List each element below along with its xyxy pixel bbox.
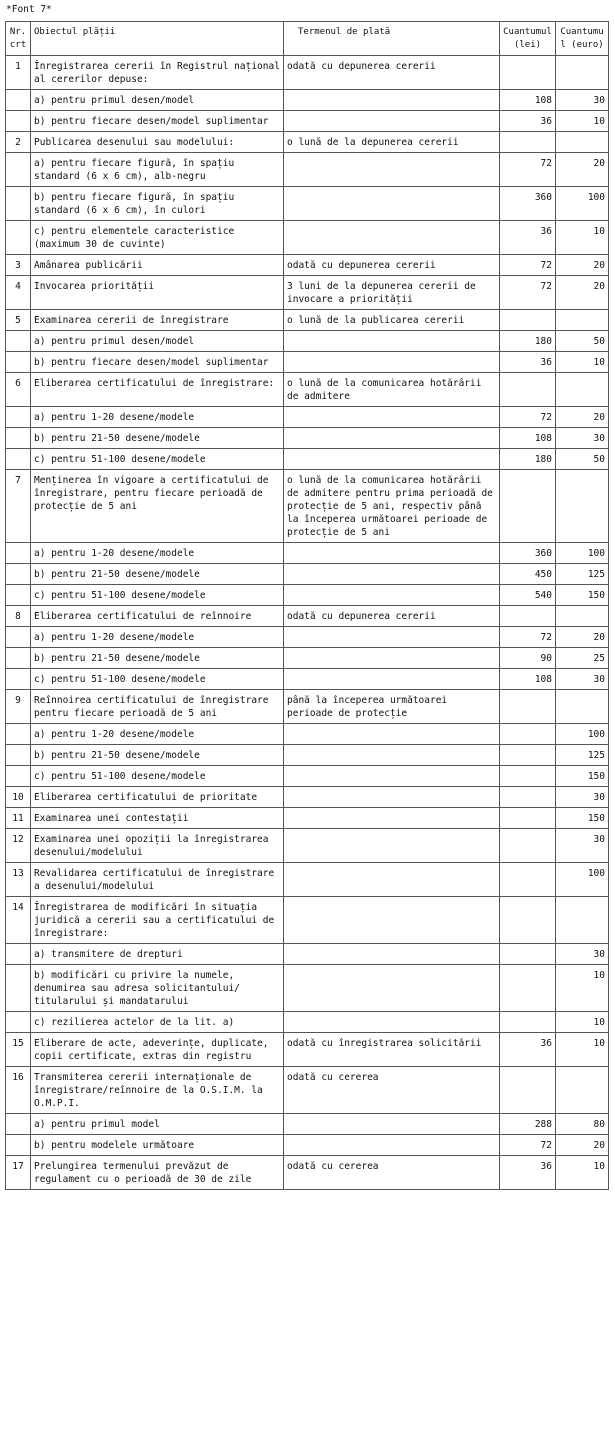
- lei-cell: [500, 56, 556, 90]
- table-row: [6, 132, 609, 153]
- object-cell: b) pentru fiecare desen/model suplimentar: [31, 352, 284, 373]
- header-euro: Cuantumul (euro): [556, 22, 609, 56]
- euro-cell: 125: [556, 745, 609, 766]
- term-cell: [284, 745, 500, 766]
- nr-cell: [6, 745, 31, 766]
- table-row: [6, 1135, 609, 1156]
- object-cell: Examinarea unei opoziții la înregistrarea desenului/modelului: [31, 829, 284, 863]
- lei-cell: 72: [500, 153, 556, 187]
- lei-cell: [500, 808, 556, 829]
- euro-cell: 100: [556, 187, 609, 221]
- header-term: Termenul de plată: [284, 22, 500, 56]
- table-row: [6, 787, 609, 808]
- object-cell: c) pentru 51-100 desene/modele: [31, 449, 284, 470]
- euro-cell: 10: [556, 1012, 609, 1033]
- nr-cell: [6, 564, 31, 585]
- nr-cell: 9: [6, 690, 31, 724]
- nr-cell: 5: [6, 310, 31, 331]
- term-cell: [284, 564, 500, 585]
- object-cell: a) pentru fiecare figură, în spațiu standard (6 x 6 cm), alb-negru: [31, 153, 284, 187]
- lei-cell: [500, 1067, 556, 1114]
- euro-cell: 20: [556, 627, 609, 648]
- term-cell: [284, 863, 500, 897]
- object-cell: Publicarea desenului sau modelului:: [31, 132, 284, 153]
- euro-cell: 100: [556, 543, 609, 564]
- term-cell: [284, 669, 500, 690]
- object-cell: b) modificări cu privire la numele, denumirea sau adresa solicitantului/ titularului și mandatarului: [31, 965, 284, 1012]
- euro-cell: 50: [556, 449, 609, 470]
- term-cell: o lună de la publicarea cererii: [284, 310, 500, 331]
- lei-cell: [500, 863, 556, 897]
- lei-cell: [500, 690, 556, 724]
- term-cell: odată cu înregistrarea solicitării: [284, 1033, 500, 1067]
- nr-cell: 17: [6, 1156, 31, 1190]
- nr-cell: 6: [6, 373, 31, 407]
- term-cell: [284, 829, 500, 863]
- term-cell: [284, 187, 500, 221]
- term-cell: [284, 648, 500, 669]
- nr-cell: 7: [6, 470, 31, 543]
- lei-cell: [500, 829, 556, 863]
- term-cell: o lună de la comunicarea hotărârii de admitere pentru prima perioadă de protecție de 5 ani, respectiv până la începerea următoarei perioade de protecție de 5 ani: [284, 470, 500, 543]
- lei-cell: 72: [500, 407, 556, 428]
- euro-cell: 125: [556, 564, 609, 585]
- euro-cell: 10: [556, 221, 609, 255]
- nr-cell: [6, 585, 31, 606]
- table-row: [6, 1012, 609, 1033]
- table-row: [6, 724, 609, 745]
- table-row: [6, 310, 609, 331]
- nr-cell: [6, 90, 31, 111]
- lei-cell: 288: [500, 1114, 556, 1135]
- euro-cell: 25: [556, 648, 609, 669]
- lei-cell: 450: [500, 564, 556, 585]
- lei-cell: 72: [500, 1135, 556, 1156]
- term-cell: [284, 766, 500, 787]
- nr-cell: [6, 111, 31, 132]
- object-cell: Înregistrarea cererii în Registrul național al cererilor depuse:: [31, 56, 284, 90]
- term-cell: [284, 1012, 500, 1033]
- euro-cell: 20: [556, 276, 609, 310]
- fees-table: [5, 21, 609, 1190]
- term-cell: până la începerea următoarei perioade de protecție: [284, 690, 500, 724]
- table-row: [6, 669, 609, 690]
- term-cell: [284, 585, 500, 606]
- euro-cell: [556, 310, 609, 331]
- object-cell: b) pentru fiecare desen/model suplimentar: [31, 111, 284, 132]
- header-lei: Cuantumul (lei): [500, 22, 556, 56]
- nr-cell: [6, 153, 31, 187]
- object-cell: c) rezilierea actelor de la lit. a): [31, 1012, 284, 1033]
- term-cell: [284, 449, 500, 470]
- euro-cell: 10: [556, 352, 609, 373]
- lei-cell: [500, 766, 556, 787]
- object-cell: a) pentru primul desen/model: [31, 90, 284, 111]
- euro-cell: 30: [556, 944, 609, 965]
- term-cell: [284, 352, 500, 373]
- euro-cell: [556, 56, 609, 90]
- table-row: [6, 564, 609, 585]
- object-cell: c) pentru elementele caracteristice (maximum 30 de cuvinte): [31, 221, 284, 255]
- table-row: [6, 1156, 609, 1190]
- object-cell: b) pentru 21-50 desene/modele: [31, 564, 284, 585]
- nr-cell: 11: [6, 808, 31, 829]
- table-row: [6, 111, 609, 132]
- object-cell: Prelungirea termenului prevăzut de regulament cu o perioadă de 30 de zile: [31, 1156, 284, 1190]
- table-row: [6, 897, 609, 944]
- euro-cell: 10: [556, 965, 609, 1012]
- nr-cell: [6, 428, 31, 449]
- lei-cell: 72: [500, 276, 556, 310]
- nr-cell: 4: [6, 276, 31, 310]
- object-cell: Eliberarea certificatului de prioritate: [31, 787, 284, 808]
- term-cell: [284, 808, 500, 829]
- object-cell: b) pentru fiecare figură, în spațiu standard (6 x 6 cm), în culori: [31, 187, 284, 221]
- euro-cell: 150: [556, 585, 609, 606]
- object-cell: Examinarea unei contestații: [31, 808, 284, 829]
- font-note: *Font 7*: [6, 4, 52, 15]
- euro-cell: [556, 373, 609, 407]
- euro-cell: [556, 897, 609, 944]
- object-cell: b) pentru modelele următoare: [31, 1135, 284, 1156]
- nr-cell: 2: [6, 132, 31, 153]
- euro-cell: 20: [556, 255, 609, 276]
- lei-cell: [500, 965, 556, 1012]
- table-row: [6, 648, 609, 669]
- term-cell: [284, 111, 500, 132]
- nr-cell: [6, 669, 31, 690]
- nr-cell: [6, 543, 31, 564]
- euro-cell: 30: [556, 90, 609, 111]
- table-row: [6, 1114, 609, 1135]
- lei-cell: [500, 310, 556, 331]
- nr-cell: [6, 766, 31, 787]
- object-cell: Invocarea priorității: [31, 276, 284, 310]
- object-cell: c) pentru 51-100 desene/modele: [31, 766, 284, 787]
- table-row: [6, 352, 609, 373]
- lei-cell: 90: [500, 648, 556, 669]
- euro-cell: 20: [556, 153, 609, 187]
- lei-cell: 108: [500, 428, 556, 449]
- table-row: [6, 1067, 609, 1114]
- nr-cell: 16: [6, 1067, 31, 1114]
- term-cell: [284, 897, 500, 944]
- nr-cell: 15: [6, 1033, 31, 1067]
- object-cell: a) pentru 1-20 desene/modele: [31, 724, 284, 745]
- object-cell: a) transmitere de drepturi: [31, 944, 284, 965]
- table-row: [6, 543, 609, 564]
- object-cell: a) pentru primul model: [31, 1114, 284, 1135]
- euro-cell: [556, 1067, 609, 1114]
- term-cell: [284, 90, 500, 111]
- table-row: [6, 829, 609, 863]
- object-cell: Menținerea în vigoare a certificatului de înregistrare, pentru fiecare perioadă de protecție de 5 ani: [31, 470, 284, 543]
- euro-cell: 30: [556, 428, 609, 449]
- term-cell: [284, 724, 500, 745]
- term-cell: [284, 221, 500, 255]
- lei-cell: 72: [500, 627, 556, 648]
- term-cell: [284, 965, 500, 1012]
- term-cell: odată cu depunerea cererii: [284, 56, 500, 90]
- table-row: [6, 766, 609, 787]
- lei-cell: 540: [500, 585, 556, 606]
- table-row: [6, 373, 609, 407]
- object-cell: a) pentru 1-20 desene/modele: [31, 543, 284, 564]
- lei-cell: 180: [500, 449, 556, 470]
- nr-cell: [6, 449, 31, 470]
- table-row: [6, 863, 609, 897]
- nr-cell: [6, 944, 31, 965]
- table-row: [6, 331, 609, 352]
- nr-cell: [6, 187, 31, 221]
- euro-cell: 150: [556, 808, 609, 829]
- term-cell: odată cu depunerea cererii: [284, 255, 500, 276]
- lei-cell: [500, 606, 556, 627]
- object-cell: b) pentru 21-50 desene/modele: [31, 428, 284, 449]
- term-cell: [284, 428, 500, 449]
- nr-cell: [6, 1012, 31, 1033]
- table-row: [6, 56, 609, 90]
- nr-cell: [6, 221, 31, 255]
- object-cell: b) pentru 21-50 desene/modele: [31, 745, 284, 766]
- object-cell: Examinarea cererii de înregistrare: [31, 310, 284, 331]
- header-row: [6, 22, 609, 56]
- euro-cell: 30: [556, 829, 609, 863]
- nr-cell: 3: [6, 255, 31, 276]
- nr-cell: [6, 627, 31, 648]
- table-row: [6, 745, 609, 766]
- euro-cell: 10: [556, 111, 609, 132]
- lei-cell: 72: [500, 255, 556, 276]
- euro-cell: 50: [556, 331, 609, 352]
- nr-cell: [6, 1114, 31, 1135]
- fees-body: [6, 56, 609, 1190]
- term-cell: odată cu cererea: [284, 1156, 500, 1190]
- table-row: [6, 965, 609, 1012]
- table-row: [6, 221, 609, 255]
- table-row: [6, 808, 609, 829]
- euro-cell: 10: [556, 1156, 609, 1190]
- lei-cell: [500, 132, 556, 153]
- lei-cell: [500, 787, 556, 808]
- nr-cell: [6, 724, 31, 745]
- euro-cell: 10: [556, 1033, 609, 1067]
- table-row: [6, 606, 609, 627]
- lei-cell: 360: [500, 187, 556, 221]
- table-row: [6, 255, 609, 276]
- lei-cell: 360: [500, 543, 556, 564]
- object-cell: a) pentru primul desen/model: [31, 331, 284, 352]
- nr-cell: 14: [6, 897, 31, 944]
- lei-cell: 108: [500, 90, 556, 111]
- euro-cell: [556, 470, 609, 543]
- lei-cell: 180: [500, 331, 556, 352]
- object-cell: Eliberarea certificatului de înregistrare:: [31, 373, 284, 407]
- nr-cell: [6, 331, 31, 352]
- table-row: [6, 470, 609, 543]
- nr-cell: 13: [6, 863, 31, 897]
- nr-cell: [6, 352, 31, 373]
- term-cell: [284, 627, 500, 648]
- term-cell: [284, 331, 500, 352]
- table-row: [6, 428, 609, 449]
- euro-cell: [556, 606, 609, 627]
- object-cell: Transmiterea cererii internaționale de înregistrare/reînnoire de la O.S.I.M. la O.M.P.I.: [31, 1067, 284, 1114]
- nr-cell: [6, 407, 31, 428]
- object-cell: Amânarea publicării: [31, 255, 284, 276]
- euro-cell: 100: [556, 863, 609, 897]
- term-cell: odată cu depunerea cererii: [284, 606, 500, 627]
- lei-cell: [500, 724, 556, 745]
- table-row: [6, 187, 609, 221]
- euro-cell: 80: [556, 1114, 609, 1135]
- object-cell: a) pentru 1-20 desene/modele: [31, 407, 284, 428]
- nr-cell: 10: [6, 787, 31, 808]
- object-cell: Eliberare de acte, adeverințe, duplicate, copii certificate, extras din registru: [31, 1033, 284, 1067]
- euro-cell: 30: [556, 787, 609, 808]
- euro-cell: [556, 132, 609, 153]
- euro-cell: 100: [556, 724, 609, 745]
- euro-cell: 20: [556, 1135, 609, 1156]
- table-row: [6, 585, 609, 606]
- euro-cell: 150: [556, 766, 609, 787]
- lei-cell: 36: [500, 352, 556, 373]
- nr-cell: [6, 1135, 31, 1156]
- term-cell: 3 luni de la depunerea cererii de invocare a priorității: [284, 276, 500, 310]
- term-cell: o lună de la depunerea cererii: [284, 132, 500, 153]
- object-cell: c) pentru 51-100 desene/modele: [31, 585, 284, 606]
- table-row: [6, 153, 609, 187]
- lei-cell: [500, 470, 556, 543]
- term-cell: [284, 1114, 500, 1135]
- term-cell: [284, 1135, 500, 1156]
- nr-cell: [6, 648, 31, 669]
- object-cell: a) pentru 1-20 desene/modele: [31, 627, 284, 648]
- euro-cell: 30: [556, 669, 609, 690]
- object-cell: Eliberarea certificatului de reînnoire: [31, 606, 284, 627]
- lei-cell: 36: [500, 111, 556, 132]
- term-cell: odată cu cererea: [284, 1067, 500, 1114]
- term-cell: [284, 407, 500, 428]
- lei-cell: [500, 897, 556, 944]
- nr-cell: 1: [6, 56, 31, 90]
- object-cell: b) pentru 21-50 desene/modele: [31, 648, 284, 669]
- nr-cell: [6, 965, 31, 1012]
- table-row: [6, 449, 609, 470]
- lei-cell: [500, 1012, 556, 1033]
- term-cell: [284, 944, 500, 965]
- table-row: [6, 1033, 609, 1067]
- lei-cell: 36: [500, 1156, 556, 1190]
- object-cell: Înregistrarea de modificări în situația juridică a cererii sau a certificatului de înregistrare:: [31, 897, 284, 944]
- lei-cell: [500, 745, 556, 766]
- header-object: Obiectul plății: [31, 22, 284, 56]
- lei-cell: [500, 944, 556, 965]
- table-row: [6, 944, 609, 965]
- table-row: [6, 690, 609, 724]
- term-cell: o lună de la comunicarea hotărârii de admitere: [284, 373, 500, 407]
- term-cell: [284, 787, 500, 808]
- term-cell: [284, 153, 500, 187]
- lei-cell: 36: [500, 1033, 556, 1067]
- object-cell: c) pentru 51-100 desene/modele: [31, 669, 284, 690]
- lei-cell: 36: [500, 221, 556, 255]
- table-row: [6, 627, 609, 648]
- object-cell: Revalidarea certificatului de înregistrare a desenului/modelului: [31, 863, 284, 897]
- term-cell: [284, 543, 500, 564]
- header-nr: Nr. crt: [6, 22, 31, 56]
- lei-cell: [500, 373, 556, 407]
- table-row: [6, 90, 609, 111]
- nr-cell: 12: [6, 829, 31, 863]
- lei-cell: 108: [500, 669, 556, 690]
- object-cell: Reînnoirea certificatului de înregistrare pentru fiecare perioadă de 5 ani: [31, 690, 284, 724]
- table-row: [6, 276, 609, 310]
- euro-cell: 20: [556, 407, 609, 428]
- table-row: [6, 407, 609, 428]
- euro-cell: [556, 690, 609, 724]
- nr-cell: 8: [6, 606, 31, 627]
